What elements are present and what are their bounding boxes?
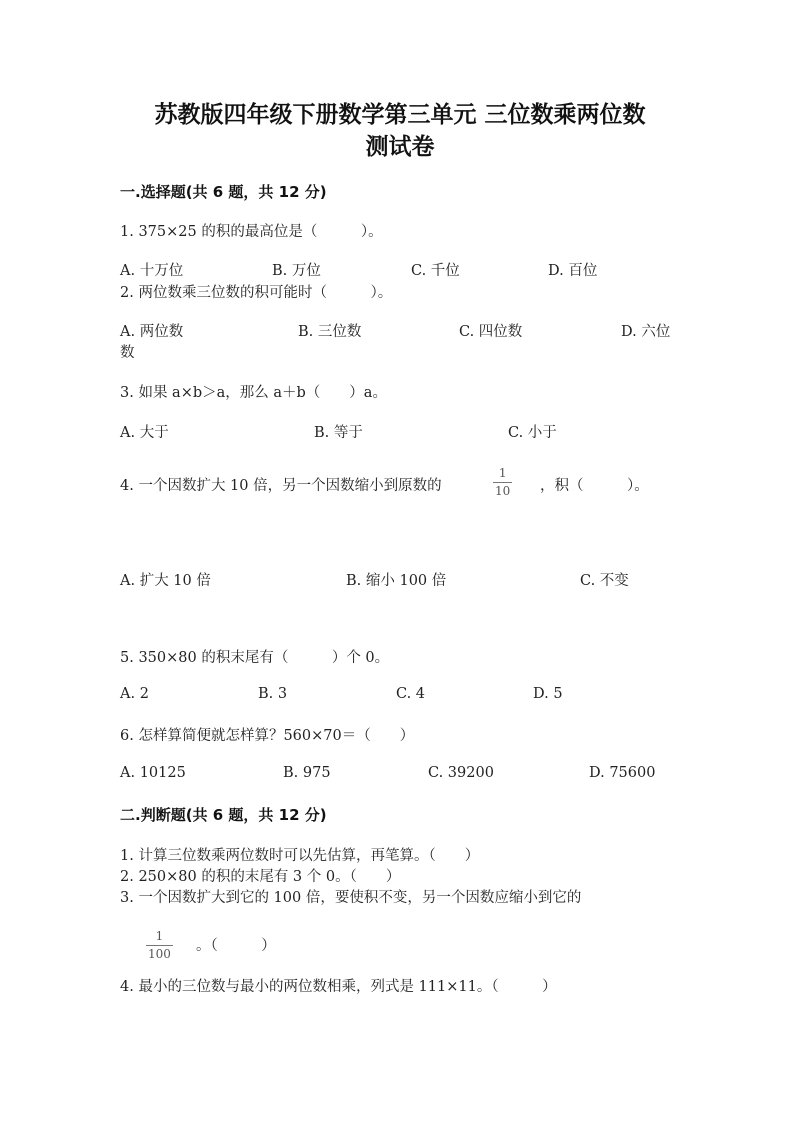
q5-option-b: B. 3 xyxy=(258,686,288,702)
section-heading-choice: 一.选择题(共 6 题，共 12 分) xyxy=(120,183,327,201)
question-1: 1. 375×25 的积的最高位是（ ）。 xyxy=(120,224,383,240)
judge-statement-4: 4. 最小的三位数与最小的两位数相乘，列式是 111×11。（ ） xyxy=(120,979,557,995)
question-3: 3. 如果 a×b＞a，那么 a＋b（ ）a。 xyxy=(120,385,387,401)
judge-statement-3: 3. 一个因数扩大到它的 100 倍，要使积不变，另一个因数应缩小到它的 xyxy=(120,890,582,906)
q4-option-c: C. 不变 xyxy=(580,573,629,589)
q5-option-a: A. 2 xyxy=(120,686,149,702)
question-5: 5. 350×80 的积末尾有（ ）个 0。 xyxy=(120,650,390,666)
q2-option-c: C. 四位数 xyxy=(459,324,523,340)
q1-option-d: D. 百位 xyxy=(548,263,598,279)
q1-option-a: A. 十万位 xyxy=(120,263,184,279)
section-heading-judge: 二.判断题(共 6 题，共 12 分) xyxy=(120,806,327,824)
q4-fraction xyxy=(493,467,512,497)
q2-option-d-wrap: 数 xyxy=(120,345,135,361)
exam-title-line1: 苏教版四年级下册数学第三单元 三位数乘两位数 xyxy=(154,102,646,128)
q4-fraction-denominator: 10 xyxy=(495,483,511,498)
q4-fraction-bar xyxy=(493,482,512,483)
judge-3-fraction xyxy=(146,930,173,960)
question-4: 4. 一个因数扩大 10 倍，另一个因数缩小到原数的 xyxy=(120,478,442,494)
judge-statement-1: 1. 计算三位数乘两位数时可以先估算，再笔算。（ ） xyxy=(120,848,480,864)
q6-option-d: D. 75600 xyxy=(589,765,656,781)
q6-option-c: C. 39200 xyxy=(428,765,494,781)
q3-option-b: B. 等于 xyxy=(314,425,363,441)
q2-option-a: A. 两位数 xyxy=(120,324,184,340)
judge-statement-2: 2. 250×80 的积的末尾有 3 个 0。（ ） xyxy=(120,869,401,885)
judge-3-fraction-bar xyxy=(146,945,173,946)
q4-option-a: A. 扩大 10 倍 xyxy=(120,573,211,589)
q1-option-c: C. 千位 xyxy=(411,263,460,279)
exam-title-line2: 测试卷 xyxy=(365,134,435,160)
q4-fraction-numerator: 1 xyxy=(498,466,507,480)
q1-option-b: B. 万位 xyxy=(272,263,321,279)
q3-option-c: C. 小于 xyxy=(508,425,557,441)
question-6: 6. 怎样算简便就怎样算？560×70＝（ ） xyxy=(120,728,415,744)
judge-3-fraction-numerator: 1 xyxy=(155,929,164,943)
question-4-tail: ，积（ ）。 xyxy=(540,478,649,494)
q6-option-b: B. 975 xyxy=(283,765,331,781)
judge-3-fraction-denominator: 100 xyxy=(148,946,171,961)
q4-option-b: B. 缩小 100 倍 xyxy=(346,573,447,589)
q3-option-a: A. 大于 xyxy=(120,425,169,441)
q2-option-d: D. 六位 xyxy=(621,324,671,340)
q5-option-c: C. 4 xyxy=(396,686,426,702)
judge-statement-3-tail: 。（ ） xyxy=(196,938,276,954)
q5-option-d: D. 5 xyxy=(533,686,563,702)
q2-option-b: B. 三位数 xyxy=(298,324,362,340)
q6-option-a: A. 10125 xyxy=(120,765,186,781)
question-2: 2. 两位数乘三位数的积可能时（ ）。 xyxy=(120,285,393,301)
